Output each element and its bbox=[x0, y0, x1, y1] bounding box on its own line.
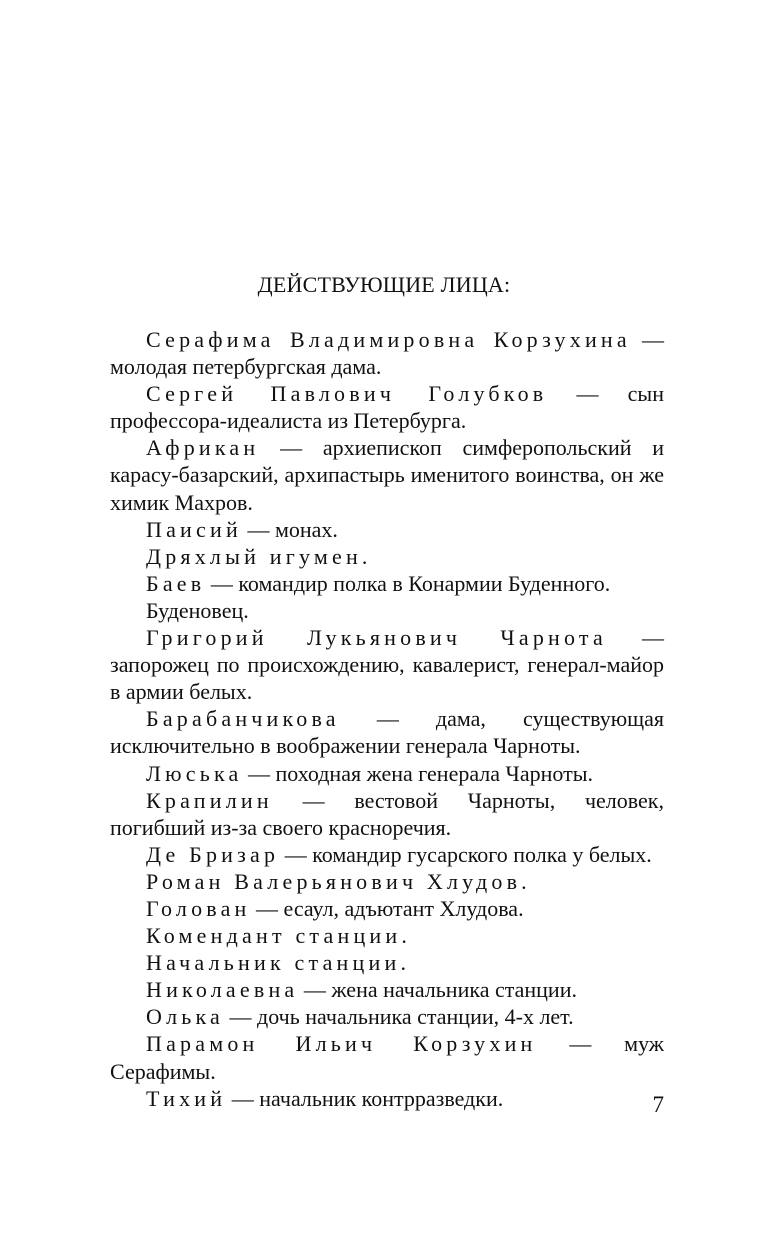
cast-entry bbox=[110, 895, 664, 922]
character-name: Паисий bbox=[146, 516, 242, 542]
cast-entry bbox=[110, 597, 664, 624]
character-description: — есаул, адъютант Хлудова. bbox=[250, 895, 524, 921]
cast-entry bbox=[110, 841, 664, 868]
character-description: — муж Серафимы. bbox=[110, 1031, 664, 1084]
character-name: Парамон Ильич Корзухин bbox=[146, 1031, 537, 1057]
character-name: Олька bbox=[146, 1004, 225, 1030]
character-name: Николаевна bbox=[146, 977, 299, 1003]
character-name: Африкан bbox=[146, 435, 260, 461]
cast-entry bbox=[110, 868, 664, 895]
character-name: Сергей Павлович Голубков bbox=[146, 381, 548, 407]
character-description: — архиепископ симферопольский и карасу-базарский, архипастырь именитого воинства, он же химик Махров. bbox=[110, 435, 664, 515]
character-description: — командир гусарского полка у белых. bbox=[279, 841, 652, 867]
character-description: — дама, существующая исключительно в воображении генерала Чарноты. bbox=[110, 706, 664, 759]
character-description: Буденовец. bbox=[146, 597, 249, 623]
cast-entry bbox=[110, 1030, 664, 1084]
character-name: Начальник станции. bbox=[146, 950, 411, 976]
character-name: Баев bbox=[146, 570, 206, 596]
character-description: — монах. bbox=[241, 516, 338, 542]
cast-entry bbox=[110, 976, 664, 1003]
cast-entry bbox=[110, 570, 664, 597]
cast-entry bbox=[110, 1003, 664, 1030]
cast-entry bbox=[110, 624, 664, 705]
character-name: Комендант станции. bbox=[146, 923, 412, 949]
character-description: — походная жена генерала Чарноты. bbox=[242, 760, 593, 786]
character-description: — сын профессора-идеалиста из Петербурга. bbox=[110, 381, 664, 434]
character-name: Григорий Лукьянович Чарнота bbox=[146, 625, 607, 651]
cast-entry bbox=[110, 949, 664, 976]
page-number: 7 bbox=[652, 1092, 664, 1117]
cast-entry bbox=[110, 326, 664, 380]
character-description: — молодая петербургская дама. bbox=[110, 327, 664, 380]
character-description: — командир полка в Конармии Буденного. bbox=[205, 570, 611, 596]
character-name: Дряхлый игумен. bbox=[146, 543, 372, 569]
cast-entry bbox=[110, 787, 664, 841]
cast-entry bbox=[110, 760, 664, 787]
cast-entry bbox=[110, 380, 664, 434]
character-description: — запорожец по происхождению, кавалерист, генерал-майор в армии белых. bbox=[110, 625, 665, 705]
character-name: Роман Валерьянович Хлудов. bbox=[146, 868, 531, 894]
cast-entry bbox=[110, 922, 664, 949]
cast-entry bbox=[110, 705, 664, 759]
character-name: Люська bbox=[146, 760, 243, 786]
character-description: — жена начальника станции. bbox=[298, 977, 577, 1003]
cast-entry bbox=[110, 434, 664, 515]
cast-entry bbox=[110, 1085, 664, 1112]
character-name: Голован bbox=[146, 895, 251, 921]
character-name: Крапилин bbox=[146, 787, 273, 813]
character-name: Тихий bbox=[146, 1085, 227, 1111]
character-name: Де Бризар bbox=[146, 841, 280, 867]
page-heading: ДЕЙСТВУЮЩИЕ ЛИЦА: bbox=[257, 272, 511, 297]
character-name: Барабанчикова bbox=[146, 706, 340, 732]
character-description: — вестовой Чарноты, человек, погибший из-за своего красноречия. bbox=[110, 787, 664, 840]
cast-entry bbox=[110, 516, 664, 543]
cast-list bbox=[110, 326, 664, 1112]
character-name: Серафима Владимировна Корзухина bbox=[146, 327, 631, 352]
character-description: — дочь начальника станции, 4-х лет. bbox=[224, 1004, 574, 1030]
character-description: — начальник контрразведки. bbox=[226, 1085, 504, 1111]
cast-entry bbox=[110, 543, 664, 570]
